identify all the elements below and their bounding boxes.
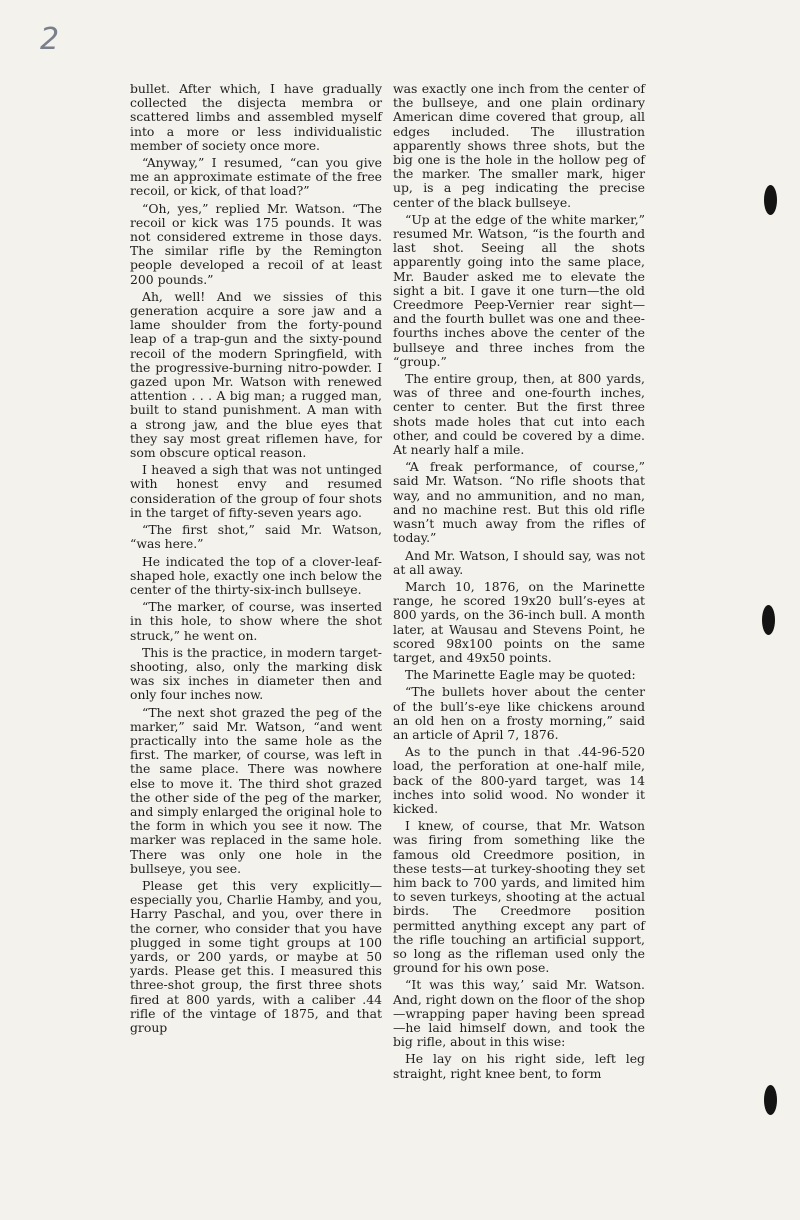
- paragraph: was exactly one inch from the center of the bullseye, and one plain ordinary American dime covered that group, all edges included. The illustration apparently shows three shots, but the big one is the hole in the hollow peg of the marker. The smaller mark, higer up, is a peg indicating the precise center of the black bullseye.: [393, 81, 645, 210]
- page-number: 2: [40, 22, 60, 57]
- binder-hole: [764, 1085, 777, 1115]
- right-text-column: [393, 82, 645, 1084]
- paragraph: He indicated the top of a clover-leaf-shaped hole, exactly one inch below the center of the thirty-six-inch bullseye.: [130, 553, 382, 597]
- paragraph: March 10, 1876, on the Marinette range, he scored 19x20 bull’s-eyes at 800 yards, on the 36-inch bull. A month later, at Wausau and Stevens Point, he scored 98x100 points on the same target, and 49x50 points.: [393, 578, 645, 665]
- paragraph: Ah, well! And we sissies of this generation acquire a sore jaw and a lame shoulder from the forty-pound leap of a trap-gun and the sixty-pound recoil of the modern Springfield, with the progressive-burning nitro-powder. I gazed upon Mr. Watson with renewed attention . . . A big man; a rugged man, built to stand punishment. A man with a strong jaw, and the blue eyes that they say most great riflemen have, for som obscure optical reason.: [130, 288, 382, 461]
- paragraph: The Marinette Eagle may be quoted:: [405, 667, 636, 683]
- paragraph: And Mr. Watson, I should say, was not at all away.: [393, 547, 645, 577]
- paragraph: “Up at the edge of the white marker,” resumed Mr. Watson, “is the fourth and last shot. Seeing all the shots apparently going into the same place, Mr. Bauder asked me to elevate the sight a bit. I gave it one turn—the old Creedmore Peep-Vernier rear sight—and the fourth bullet was one and thee-fourths inches above the center of the bullseye and three inches from the “group.”: [393, 211, 645, 369]
- paragraph: I knew, of course, that Mr. Watson was firing from something like the famous old Creedmore position, in these tests—at turkey-shooting they set him back to 700 yards, and limited him to seven turkeys, shooting at the actual birds. The Creedmore position permitted anything except any part of the rifle touching an artificial support, so long as the rifleman used only the ground for his own pose.: [393, 818, 645, 976]
- paragraph: I heaved a sigh that was not untinged with honest envy and resumed consideration of the group of four shots in the target of fifty-seven years ago.: [130, 462, 382, 520]
- paragraph: “The marker, of course, was inserted in this hole, to show where the shot struck,” he went on.: [130, 599, 382, 643]
- binder-hole: [764, 185, 777, 215]
- paragraph: “It was this way,’ said Mr. Watson. And, right down on the floor of the shop—wrapping paper having been spread—he laid himself down, and took the big rifle, about in this wise:: [393, 977, 645, 1050]
- paragraph: “A freak performance, of course,” said Mr. Watson. “No rifle shoots that way, and no ammunition, and no man, and no machine rest. But this old rifle wasn’t much away from the rifles of today.”: [393, 459, 645, 546]
- left-text-column: [130, 82, 382, 1038]
- paragraph: “The next shot grazed the peg of the marker,” said Mr. Watson, “and went practically into the same hole as the first. The marker, of course, was left in the same place. There was nowhere else to move it. The third shot grazed the other side of the peg of the marker, and simply enlarged the original hole to the form in which you see it now. The marker was replaced in the same hole. There was only one hole in the bullseye, you see.: [130, 704, 382, 876]
- paragraph: bullet. After which, I have gradually collected the disjecta membra or scattered limbs and assembled myself into a more or less individualistic member of society once more.: [130, 81, 382, 153]
- paragraph: “Oh, yes,” replied Mr. Watson. “The recoil or kick was 175 pounds. It was not considered extreme in those days. The similar rifle by the Remington people developed a recoil of at least 200 pounds.”: [130, 200, 382, 287]
- paragraph: “The first shot,” said Mr. Watson, “was here.”: [130, 522, 382, 552]
- paragraph: This is the practice, in modern target-shooting, also, only the marking disk was six inches in diameter then and only four inches now.: [130, 644, 382, 703]
- paragraph: Please get this very explicitly—especially you, Charlie Hamby, and you, Harry Paschal, and you, over there in the corner, who consider that you have plugged in some tight groups at 100 yards, or 200 yards, or maybe at 50 yards. Please get this. I measured this three-shot group, the first three shots fired at 800 yards, with a caliber .44 rifle of the vintage of 1875, and that group: [130, 877, 382, 1035]
- binder-hole: [762, 605, 775, 635]
- paragraph: “The bullets hover about the center of the bull’s-eye like chickens around an old hen on a frosty morning,” said an article of April 7, 1876.: [393, 684, 645, 742]
- paragraph: As to the punch in that .44-96-520 load, the perforation at one-half mile, back of the 800-yard target, was 14 inches into solid wood. No wonder it kicked.: [393, 744, 645, 816]
- paragraph: He lay on his right side, left leg straight, right knee bent, to form: [393, 1051, 645, 1081]
- paragraph: The entire group, then, at 800 yards, was of three and one-fourth inches, center to center. But the first three shots made holes that cut into each other, and could be covered by a dime. At nearly half a mile.: [393, 371, 645, 458]
- paragraph: “Anyway,” I resumed, “can you give me an approximate estimate of the free recoil, or kick, of that load?”: [130, 155, 382, 199]
